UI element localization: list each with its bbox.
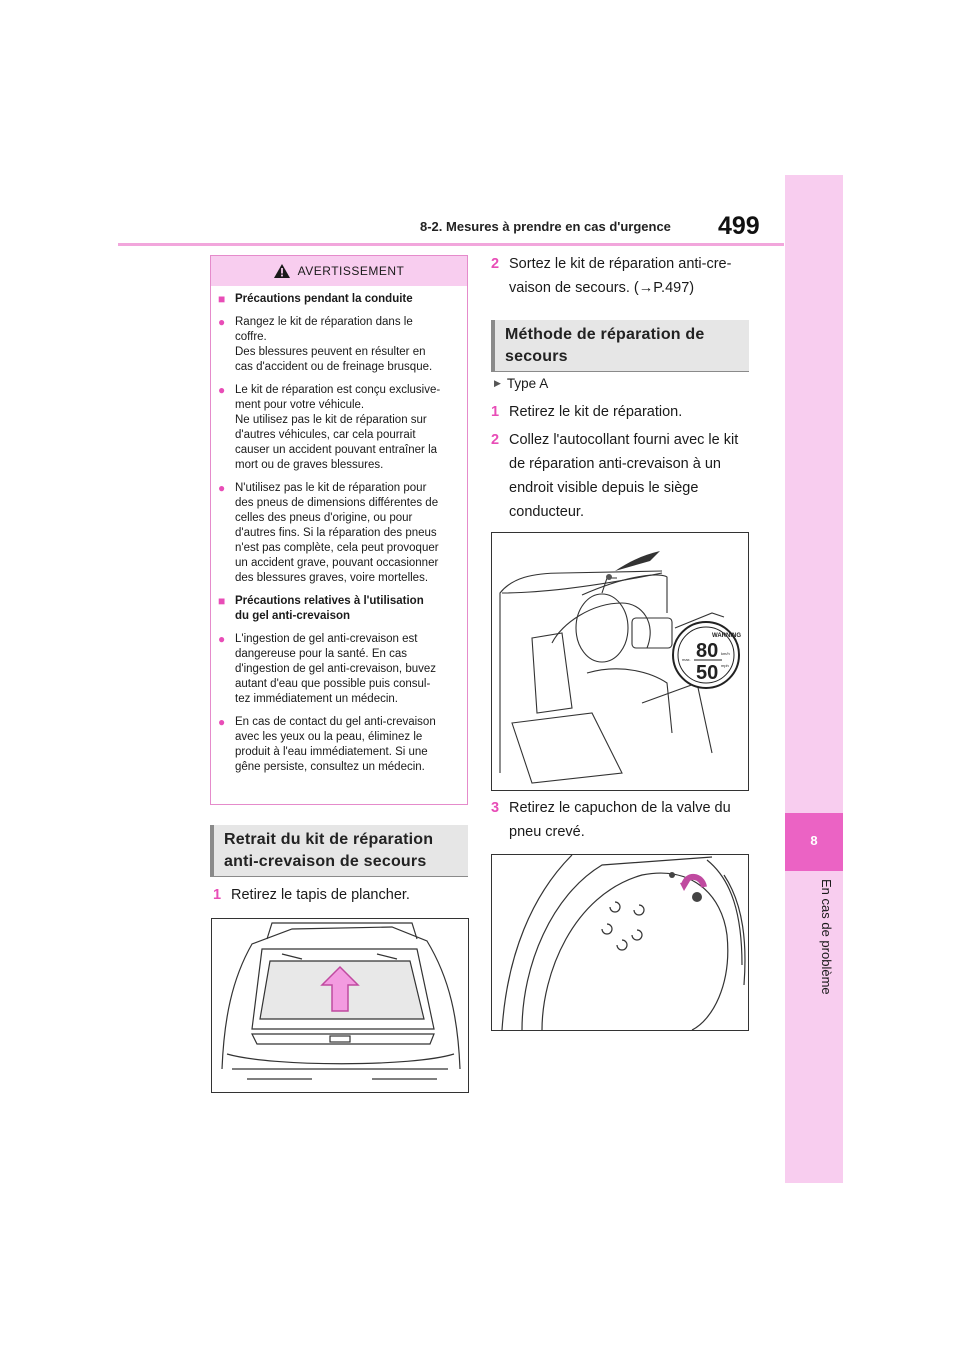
warning-heading-text: Précautions relatives à l'utilisation du gel anti-crevaison	[235, 595, 424, 622]
section-heading-retrait: Retrait du kit de réparation anti-crevaison de secours	[210, 825, 468, 877]
step-take-out-kit	[491, 252, 753, 300]
step-apply-sticker	[491, 428, 753, 524]
step-text: Sortez le kit de réparation anti-cre- vaison de secours. (→P.497)	[509, 256, 732, 296]
warning-heading	[218, 594, 457, 624]
warning-title: AVERTISSEMENT	[297, 264, 405, 278]
circle-bullet-icon: ●	[218, 715, 226, 729]
circle-bullet-icon: ●	[218, 632, 226, 646]
step-number: 3	[491, 800, 500, 816]
speed-warning-sticker	[673, 622, 741, 688]
warning-triangle-icon	[274, 264, 290, 278]
chapter-number: 8	[810, 833, 818, 848]
circle-bullet-icon: ●	[218, 481, 226, 495]
chapter-label: En cas de problème	[819, 879, 834, 995]
warning-bullet-text: En cas de contact du gel anti-crevaison avec les yeux ou la peau, éliminez le produit à l'eau immédiatement. Si une gêne persiste, consultez un médecin.	[235, 716, 436, 773]
sticker-unit-bottom: mph	[721, 663, 729, 668]
step-number: 2	[491, 256, 500, 272]
circle-bullet-icon: ●	[218, 383, 226, 397]
warning-bullet	[218, 481, 457, 586]
sticker-unit-top: km/h	[721, 651, 730, 656]
warning-header	[211, 256, 467, 286]
sticker-speed-bottom: 50	[696, 662, 719, 684]
sticker-speed-top: 80	[696, 640, 719, 662]
valve-cap-icon	[669, 872, 704, 902]
square-bullet-icon: ■	[218, 594, 226, 608]
step-number: 2	[491, 432, 500, 448]
header-title: 8-2. Mesures à prendre en cas d'urgence	[420, 219, 671, 234]
step-text: Retirez le kit de réparation.	[509, 404, 683, 420]
warning-body	[211, 286, 467, 775]
warning-box	[210, 255, 468, 805]
warning-heading-text: Précautions pendant la conduite	[235, 293, 413, 305]
type-label-text: Type A	[506, 376, 549, 391]
sticker-warning-word: WARNING	[712, 633, 741, 639]
step-remove-mat	[213, 883, 469, 907]
warning-bullet-text: Le kit de réparation est conçu exclusive- ment pour votre véhicule. Ne utilisez pas le kit de réparation sur d'autres véhicules, car cela pourrait causer un accident pouvant entraîner la mort ou de graves blessures.	[235, 384, 441, 471]
warning-bullet	[218, 632, 457, 707]
warning-bullet-text: N'utilisez pas le kit de réparation pour des pneus de dimensions différentes de celles des pneus d'origine, ou pour d'autres fins. Si la réparation des pneus n'est pas complète, cela peut provoquer un accident grave, pouvant occasionner des blessures graves, voire mortelles.	[235, 482, 439, 584]
trunk-illustration	[211, 918, 469, 1093]
step-remove-valve-cap	[491, 796, 753, 844]
square-bullet-icon: ■	[218, 292, 226, 306]
triangle-bullet-icon: ▶	[494, 378, 501, 388]
warning-bullet	[218, 315, 457, 375]
tire-illustration	[491, 854, 749, 1031]
step-remove-kit	[491, 400, 753, 424]
chapter-side-tab	[785, 175, 843, 1183]
warning-bullet-text: L'ingestion de gel anti-crevaison est dangereuse pour la santé. En cas d'ingestion de gel anti-crevaison, buvez autant d'eau que possible puis consul- tez immédiatement un médecin.	[235, 633, 437, 705]
warning-bullet	[218, 715, 457, 775]
page-number: 499	[718, 212, 760, 240]
step-number: 1	[213, 887, 222, 903]
warning-heading	[218, 292, 457, 307]
step-number: 1	[491, 404, 500, 420]
type-label	[494, 376, 548, 391]
warning-bullet-text: Rangez le kit de réparation dans le coffre. Des blessures peuvent en résulter en cas d'accident ou de freinage brusque.	[235, 316, 433, 373]
header-divider	[118, 243, 784, 246]
sticker-max-label: max.	[682, 657, 691, 662]
step-text: Collez l'autocollant fourni avec le kit de réparation anti-crevaison à un endroit visible depuis le siège conducteur.	[509, 432, 739, 520]
warning-bullet	[218, 383, 457, 473]
interior-illustration	[491, 532, 749, 791]
step-text: Retirez le capuchon de la valve du pneu crevé.	[509, 800, 731, 840]
section-heading-methode: Méthode de réparation de secours	[491, 320, 749, 372]
circle-bullet-icon: ●	[218, 315, 226, 329]
step-text: Retirez le tapis de plancher.	[231, 887, 410, 903]
